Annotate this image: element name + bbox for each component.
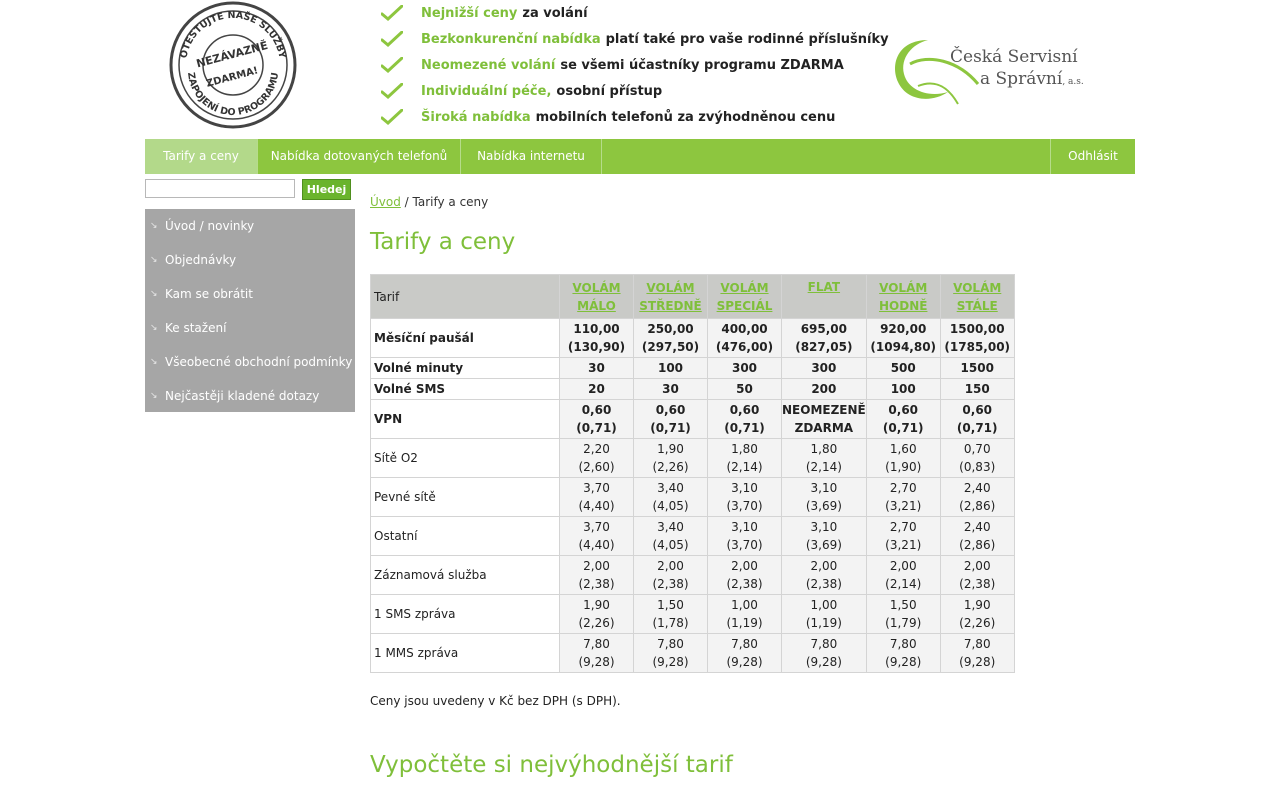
arrow-icon: ↘ (150, 289, 158, 299)
table-cell (634, 517, 708, 556)
table-cell (560, 439, 634, 478)
table-row (371, 595, 1015, 634)
cell-value-vat: (2,86) (959, 538, 996, 552)
logo-suffix: , a.s. (1062, 77, 1084, 87)
cell-value: 2,70 (889, 520, 917, 534)
cell-value-vat: (9,28) (726, 655, 763, 669)
table-cell (634, 556, 708, 595)
cell-value-vat: (1,78) (652, 616, 689, 630)
table-row-label: 1 SMS zpráva (371, 595, 560, 634)
table-row (371, 556, 1015, 595)
cell-value-vat: (3,21) (885, 499, 922, 513)
tariff-link[interactable]: FLAT (807, 280, 841, 294)
table-cell (634, 478, 708, 517)
cell-value: 0,60 (962, 403, 993, 417)
logo-line2: a Správní (980, 69, 1063, 89)
table-cell (708, 379, 782, 400)
logo-line1: Česká Servisní (950, 47, 1078, 67)
cell-value: 0,60 (729, 403, 760, 417)
cell-value-vat: (4,40) (578, 499, 615, 513)
table-cell (634, 595, 708, 634)
table-header-cell (634, 275, 708, 319)
benefit-text: platí také pro vaše rodinné příslušníky (605, 31, 889, 47)
table-cell (866, 400, 940, 439)
cell-value: 3,10 (731, 520, 758, 534)
stamp-text-zdarma: ZDARMA! (205, 65, 260, 90)
cell-value: 1,80 (731, 442, 758, 456)
nav-tab-internet[interactable]: Nabídka internetu (461, 139, 602, 174)
cell-value-vat: (2,26) (652, 460, 689, 474)
cell-value-vat: (297,50) (641, 340, 700, 354)
table-cell (560, 478, 634, 517)
cell-value: 7,80 (583, 637, 610, 651)
cell-value-vat: (9,28) (652, 655, 689, 669)
benefit-highlight: Bezkonkurenční nabídka (421, 31, 601, 47)
table-cell (560, 379, 634, 400)
cell-value: 3,10 (810, 520, 838, 534)
tariff-link[interactable]: VOLÁM STÁLE (953, 280, 1002, 313)
sidebar-item-label: Úvod / novinky (165, 219, 255, 233)
search-button[interactable]: Hledej (302, 179, 351, 200)
cell-value-vat: ZDARMA (794, 421, 854, 435)
cell-value: 2,00 (810, 559, 838, 573)
price-note: Ceny jsou uvedeny v Kč bez DPH (s DPH). (370, 694, 621, 708)
cell-value: 7,80 (657, 637, 684, 651)
cell-value: 1,60 (889, 442, 917, 456)
checkmark-icon (381, 57, 403, 73)
cell-value: 100 (657, 361, 684, 375)
sidebar-item-label: Ke stažení (165, 321, 227, 335)
table-header-row (371, 275, 1015, 319)
benefit-item (381, 0, 861, 26)
table-cell (634, 319, 708, 358)
table-cell (708, 556, 782, 595)
page-title: Tarify a ceny (370, 229, 516, 255)
checkmark-icon (381, 109, 403, 125)
cell-value: 110,00 (573, 322, 620, 336)
cell-value: 2,70 (889, 481, 917, 495)
table-cell (940, 358, 1014, 379)
cell-value-vat: (4,05) (652, 538, 689, 552)
table-cell (940, 379, 1014, 400)
benefit-item (381, 26, 889, 52)
cell-value: 3,70 (583, 520, 610, 534)
table-cell (782, 358, 867, 379)
checkmark-icon (381, 31, 403, 47)
cell-value: 3,40 (657, 481, 684, 495)
cell-value-vat: (2,38) (959, 577, 996, 591)
checkmark-icon (381, 83, 403, 99)
table-cell (708, 319, 782, 358)
table-cell (782, 595, 867, 634)
cell-value-vat: (0,71) (650, 421, 691, 435)
cell-value: 1,50 (657, 598, 684, 612)
cell-value: NEOMEZENĚ (782, 403, 866, 417)
table-cell (634, 379, 708, 400)
table-cell (782, 379, 867, 400)
cell-value-vat: (2,26) (959, 616, 996, 630)
cell-value: 50 (736, 382, 753, 396)
table-row (371, 439, 1015, 478)
table-cell (866, 595, 940, 634)
stamp-text-top: OTESTUJTE NAŠE SLUŽBY (178, 9, 288, 60)
cell-value: 1,90 (583, 598, 610, 612)
table-cell (782, 319, 867, 358)
cell-value: 20 (588, 382, 605, 396)
cell-value: 1500 (960, 361, 994, 375)
cell-value-vat: (2,14) (805, 460, 842, 474)
cell-value-vat: (9,28) (805, 655, 842, 669)
cell-value: 2,40 (963, 520, 991, 534)
cell-value-vat: (9,28) (885, 655, 922, 669)
breadcrumb-home-link[interactable]: Úvod (370, 195, 401, 209)
cell-value: 400,00 (721, 322, 768, 336)
table-cell (782, 517, 867, 556)
cell-value-vat: (4,40) (578, 538, 615, 552)
main-nav (145, 139, 1135, 174)
tariff-link[interactable]: VOLÁM STŘEDNĚ (639, 280, 702, 313)
table-cell (560, 517, 634, 556)
table-row-label: Sítě O2 (371, 439, 560, 478)
table-cell (866, 556, 940, 595)
table-cell (708, 595, 782, 634)
cell-value: 1,80 (810, 442, 838, 456)
table-row-label: Ostatní (371, 517, 560, 556)
table-cell (708, 439, 782, 478)
table-cell (708, 517, 782, 556)
table-cell (940, 439, 1014, 478)
table-row-label: Měsíční paušál (371, 319, 560, 358)
benefit-item (381, 104, 861, 130)
cell-value: 0,60 (655, 403, 686, 417)
table-cell (560, 319, 634, 358)
table-cell (634, 439, 708, 478)
benefit-text: mobilních telefonů za zvýhodněnou cenu (535, 109, 836, 125)
breadcrumb (370, 195, 488, 209)
cell-value: 2,20 (583, 442, 610, 456)
cell-value: 3,10 (731, 481, 758, 495)
cell-value: 2,00 (889, 559, 917, 573)
table-cell (634, 358, 708, 379)
table-cell (866, 634, 940, 673)
table-header-cell (560, 275, 634, 319)
sidebar-item-ke-stazeni[interactable] (145, 311, 355, 345)
table-cell (940, 478, 1014, 517)
table-row (371, 517, 1015, 556)
sidebar-item-label: Všeobecné obchodní podmínky (165, 355, 353, 369)
cell-value-vat: (2,14) (885, 577, 922, 591)
cell-value: 2,00 (657, 559, 684, 573)
cell-value: 0,60 (888, 403, 919, 417)
cell-value-vat: (3,21) (885, 538, 922, 552)
cell-value-vat: (2,86) (959, 499, 996, 513)
cell-value: 300 (731, 361, 758, 375)
sidebar (145, 209, 355, 412)
cell-value: 7,80 (963, 637, 991, 651)
table-cell (560, 358, 634, 379)
cell-value: 30 (662, 382, 679, 396)
company-logo (888, 34, 1088, 106)
cell-value-vat: (2,38) (805, 577, 842, 591)
cell-value-vat: (1094,80) (870, 340, 937, 354)
arrow-icon: ↘ (150, 221, 158, 231)
cell-value: 0,70 (963, 442, 991, 456)
cell-value-vat: (0,71) (576, 421, 617, 435)
cell-value-vat: (3,70) (726, 538, 763, 552)
cell-value: 7,80 (810, 637, 838, 651)
table-header-label: Tarif (371, 275, 560, 319)
table-cell (560, 556, 634, 595)
benefits-list (381, 0, 889, 130)
cell-value: 1,00 (731, 598, 758, 612)
table-header-cell (866, 275, 940, 319)
cell-value-vat: (2,38) (578, 577, 615, 591)
cell-value-vat: (3,69) (805, 499, 842, 513)
cell-value: 1,50 (889, 598, 917, 612)
cell-value: 1500,00 (949, 322, 1005, 336)
cell-value: 7,80 (889, 637, 917, 651)
benefit-text: osobní přístup (556, 83, 663, 99)
section-title: Vypočtěte si nejvýhodnější tarif (370, 752, 733, 778)
sidebar-item-label: Objednávky (165, 253, 237, 267)
table-cell (782, 400, 867, 439)
sidebar-item-podminky[interactable] (145, 345, 355, 379)
benefit-item (381, 78, 861, 104)
table-cell (940, 319, 1014, 358)
search-input[interactable] (145, 179, 295, 198)
stamp-text-middle: NEZÁVAZNĚ (194, 38, 270, 71)
table-header-cell (940, 275, 1014, 319)
table-cell (560, 634, 634, 673)
table-row-label: 1 MMS zpráva (371, 634, 560, 673)
benefit-text: za volání (522, 5, 588, 21)
table-cell (866, 517, 940, 556)
cell-value-vat: (0,71) (882, 421, 924, 435)
cell-value: 2,00 (963, 559, 991, 573)
cell-value-vat: (2,60) (578, 460, 615, 474)
breadcrumb-current: Tarify a ceny (412, 195, 489, 209)
table-cell (940, 400, 1014, 439)
cell-value: 1,00 (810, 598, 838, 612)
table-cell (634, 634, 708, 673)
table-row (371, 478, 1015, 517)
cell-value: 0,60 (581, 403, 612, 417)
cell-value-vat: (0,71) (724, 421, 765, 435)
sidebar-item-kontakty[interactable] (145, 277, 355, 311)
table-header-cell (708, 275, 782, 319)
nav-tab-phones[interactable]: Nabídka dotovaných telefonů (258, 139, 461, 174)
cell-value: 3,10 (810, 481, 838, 495)
table-cell (708, 400, 782, 439)
cell-value: 2,40 (963, 481, 991, 495)
cell-value-vat: (1785,00) (944, 340, 1011, 354)
cell-value-vat: (0,71) (956, 421, 998, 435)
cell-value-vat: (2,26) (578, 616, 615, 630)
benefit-highlight: Neomezené volání (421, 57, 556, 73)
table-row (371, 319, 1015, 358)
cell-value-vat: (3,69) (805, 538, 842, 552)
cell-value-vat: (4,05) (652, 499, 689, 513)
table-cell (866, 439, 940, 478)
table-cell (940, 517, 1014, 556)
header (0, 0, 1280, 139)
tariff-link[interactable]: VOLÁM SPECIÁL (716, 280, 773, 313)
cell-value-vat: (1,79) (885, 616, 922, 630)
cell-value: 3,70 (583, 481, 610, 495)
table-cell (866, 379, 940, 400)
cell-value: 2,00 (731, 559, 758, 573)
table-row-label: Volné SMS (371, 379, 560, 400)
table-cell (560, 400, 634, 439)
table-row (371, 358, 1015, 379)
cell-value: 250,00 (647, 322, 694, 336)
benefit-highlight: Nejnižší ceny (421, 5, 518, 21)
table-cell (782, 478, 867, 517)
arrow-icon: ↘ (150, 391, 158, 401)
cell-value: 7,80 (731, 637, 758, 651)
table-header-cell (782, 275, 867, 319)
cell-value: 695,00 (800, 322, 848, 336)
table-cell (940, 595, 1014, 634)
svg-text:a Správní, a.s. (980, 69, 1084, 89)
cell-value-vat: (9,28) (578, 655, 615, 669)
table-cell (866, 478, 940, 517)
cell-value-vat: (2,38) (652, 577, 689, 591)
table-cell (940, 556, 1014, 595)
cell-value-vat: (9,28) (959, 655, 996, 669)
benefit-highlight: Široká nabídka (421, 109, 531, 125)
nav-tab-tarify[interactable]: Tarify a ceny (145, 139, 258, 174)
table-cell (708, 634, 782, 673)
table-cell (708, 358, 782, 379)
cell-value: 2,00 (583, 559, 610, 573)
tariff-link[interactable]: VOLÁM MÁLO (572, 280, 621, 313)
cell-value-vat: (2,38) (726, 577, 763, 591)
table-row-label: Volné minuty (371, 358, 560, 379)
table-cell (940, 634, 1014, 673)
cell-value: 1,90 (657, 442, 684, 456)
cell-value: 30 (588, 361, 605, 375)
table-cell (782, 634, 867, 673)
table-cell (708, 478, 782, 517)
table-cell (782, 556, 867, 595)
benefit-text: se všemi účastníky programu ZDARMA (560, 57, 844, 73)
tariff-table (370, 274, 1015, 673)
cell-value: 100 (890, 382, 916, 396)
checkmark-icon (381, 5, 403, 21)
table-row (371, 400, 1015, 439)
cell-value-vat: (130,90) (567, 340, 626, 354)
arrow-icon: ↘ (150, 255, 158, 265)
table-cell (560, 595, 634, 634)
breadcrumb-separator: / (400, 195, 413, 209)
cell-value-vat: (1,90) (885, 460, 922, 474)
cell-value-vat: (0,83) (959, 460, 996, 474)
sidebar-item-objednavky[interactable] (145, 243, 355, 277)
table-cell (782, 439, 867, 478)
cell-value-vat: (1,19) (726, 616, 763, 630)
arrow-icon: ↘ (150, 357, 158, 367)
sidebar-item-faq[interactable] (145, 379, 355, 413)
cell-value: 150 (964, 382, 990, 396)
cell-value: 3,40 (657, 520, 684, 534)
cell-value: 500 (890, 361, 916, 375)
cell-value-vat: (3,70) (726, 499, 763, 513)
benefit-highlight: Individuální péče, (421, 83, 552, 99)
sidebar-item-label: Nejčastěji kladené dotazy (165, 389, 320, 403)
sidebar-item-label: Kam se obrátit (165, 287, 253, 301)
benefit-item (381, 52, 861, 78)
table-row (371, 379, 1015, 400)
cell-value-vat: (827,05) (795, 340, 853, 354)
table-row (371, 634, 1015, 673)
table-row-label: Záznamová služba (371, 556, 560, 595)
cell-value: 200 (811, 382, 837, 396)
table-row-label: VPN (371, 400, 560, 439)
logout-button[interactable]: Odhlásit (1050, 139, 1135, 174)
cell-value-vat: (1,19) (805, 616, 842, 630)
stamp-badge-icon (168, 0, 298, 130)
tariff-link[interactable]: VOLÁM HODNĚ (878, 280, 928, 313)
sidebar-item-uvod[interactable] (145, 209, 355, 243)
table-cell (866, 319, 940, 358)
table-cell (866, 358, 940, 379)
stamp-text-bottom: ZAPOJENÍ DO PROGRAMU (184, 71, 282, 119)
table-cell (634, 400, 708, 439)
cell-value-vat: (476,00) (715, 340, 774, 354)
cell-value: 300 (811, 361, 837, 375)
arrow-icon: ↘ (150, 323, 158, 333)
table-row-label: Pevné sítě (371, 478, 560, 517)
cell-value: 1,90 (963, 598, 991, 612)
cell-value-vat: (2,14) (726, 460, 763, 474)
cell-value: 920,00 (880, 322, 927, 336)
